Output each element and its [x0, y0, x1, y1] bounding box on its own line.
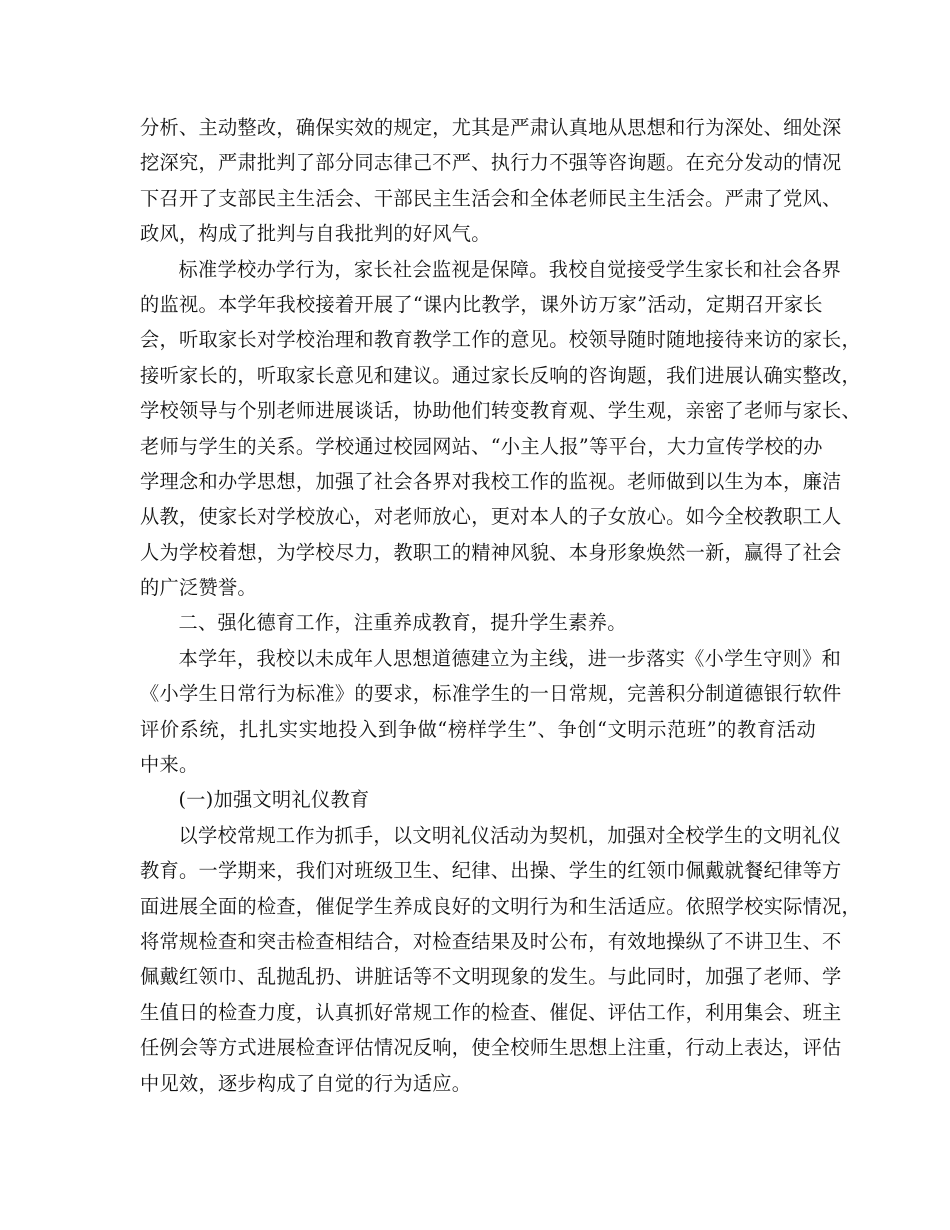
text-line: 学理念和办学思想，加强了社会各界对我校工作的监视。老师做到以生为本，廉洁 — [140, 469, 842, 493]
text-line: 中来。 — [140, 753, 199, 777]
text-line: 人为学校着想，为学校尽力，教职工的精神风貌、本身形象焕然一新，赢得了社会 — [140, 540, 842, 564]
text-line: 标准学校办学行为，家长社会监视是保障。我校自觉接受学生家长和社会各界 — [178, 257, 842, 281]
text-line: 评价系统，扎扎实实地投入到争做“榜样学生”、争创“文明示范班”的教育活动 — [140, 717, 816, 741]
text-line: 学校领导与个别老师进展谈话，协助他们转变教育观、学生观，亲密了老师与家长、 — [140, 399, 862, 423]
text-line: 佩戴红领巾、乱抛乱扔、讲脏话等不文明现象的发生。与此同时，加强了老师、学 — [140, 965, 842, 989]
text-line: 任例会等方式进展检查评估情况反响，使全校师生思想上注重，行动上表达，评估 — [140, 1036, 842, 1060]
text-line: 二、强化德育工作，注重养成教育，提升学生素养。 — [178, 611, 627, 635]
text-line: 从教，使家长对学校放心，对老师放心，更对本人的子女放心。如今全校教职工人 — [140, 505, 842, 529]
subsection-heading — [140, 782, 816, 817]
text-line: 政风，构成了批判与自我批判的好风气。 — [140, 222, 491, 246]
text-line: (一)加强文明礼仪教育 — [178, 788, 370, 812]
text-line: 老师与学生的关系。学校通过校园网站、“小主人报”等平台，大力宣传学校的办 — [140, 434, 823, 458]
paragraph — [140, 641, 842, 783]
paragraph — [140, 110, 842, 252]
text-line: 将常规检查和突击检查相结合，对检查结果及时公布，有效地操纵了不讲卫生、不 — [140, 929, 842, 953]
text-line: 会，听取家长对学校治理和教育教学工作的意见。校领导随时随地接待来访的家长， — [140, 328, 862, 352]
document-page — [140, 110, 862, 1101]
text-line: 生值日的检查力度，认真抓好常规工作的检查、催促、评估工作，利用集会、班主 — [140, 1000, 842, 1024]
section-heading — [140, 605, 816, 640]
paragraph — [140, 818, 862, 1101]
paragraph — [140, 252, 862, 606]
text-line: 分析、主动整改，确保实效的规定，尤其是严肃认真地从思想和行为深处、细处深 — [140, 116, 842, 139]
text-line: 教育。一学期来，我们对班级卫生、纪律、出操、学生的红领巾佩戴就餐纪律等方 — [140, 859, 842, 883]
text-line: 面进展全面的检查，催促学生养成良好的文明行为和生活适应。依照学校实际情况， — [140, 894, 862, 918]
text-line: 《小学生日常行为标准》的要求，标准学生的一日常规，完善积分制道德银行软件 — [140, 682, 842, 706]
text-line: 挖深究，严肃批判了部分同志律己不严、执行力不强等咨询题。在充分发动的情况 — [140, 151, 842, 175]
text-line: 的监视。本学年我校接着开展了“课内比教学，课外访万家”活动，定期召开家长 — [140, 292, 823, 316]
text-line: 接听家长的，听取家长意见和建议。通过家长反响的咨询题，我们进展认确实整改， — [140, 363, 862, 387]
text-line: 的广泛赞誉。 — [140, 576, 257, 600]
text-line: 下召开了支部民主生活会、干部民主生活会和全体老师民主生活会。严肃了党风、 — [140, 186, 842, 210]
text-line: 本学年，我校以未成年人思想道德建立为主线，进一步落实《小学生守则》和 — [178, 646, 842, 670]
text-line: 以学校常规工作为抓手，以文明礼仪活动为契机，加强对全校学生的文明礼仪 — [178, 823, 842, 847]
text-line: 中见效，逐步构成了自觉的行为适应。 — [140, 1071, 472, 1095]
